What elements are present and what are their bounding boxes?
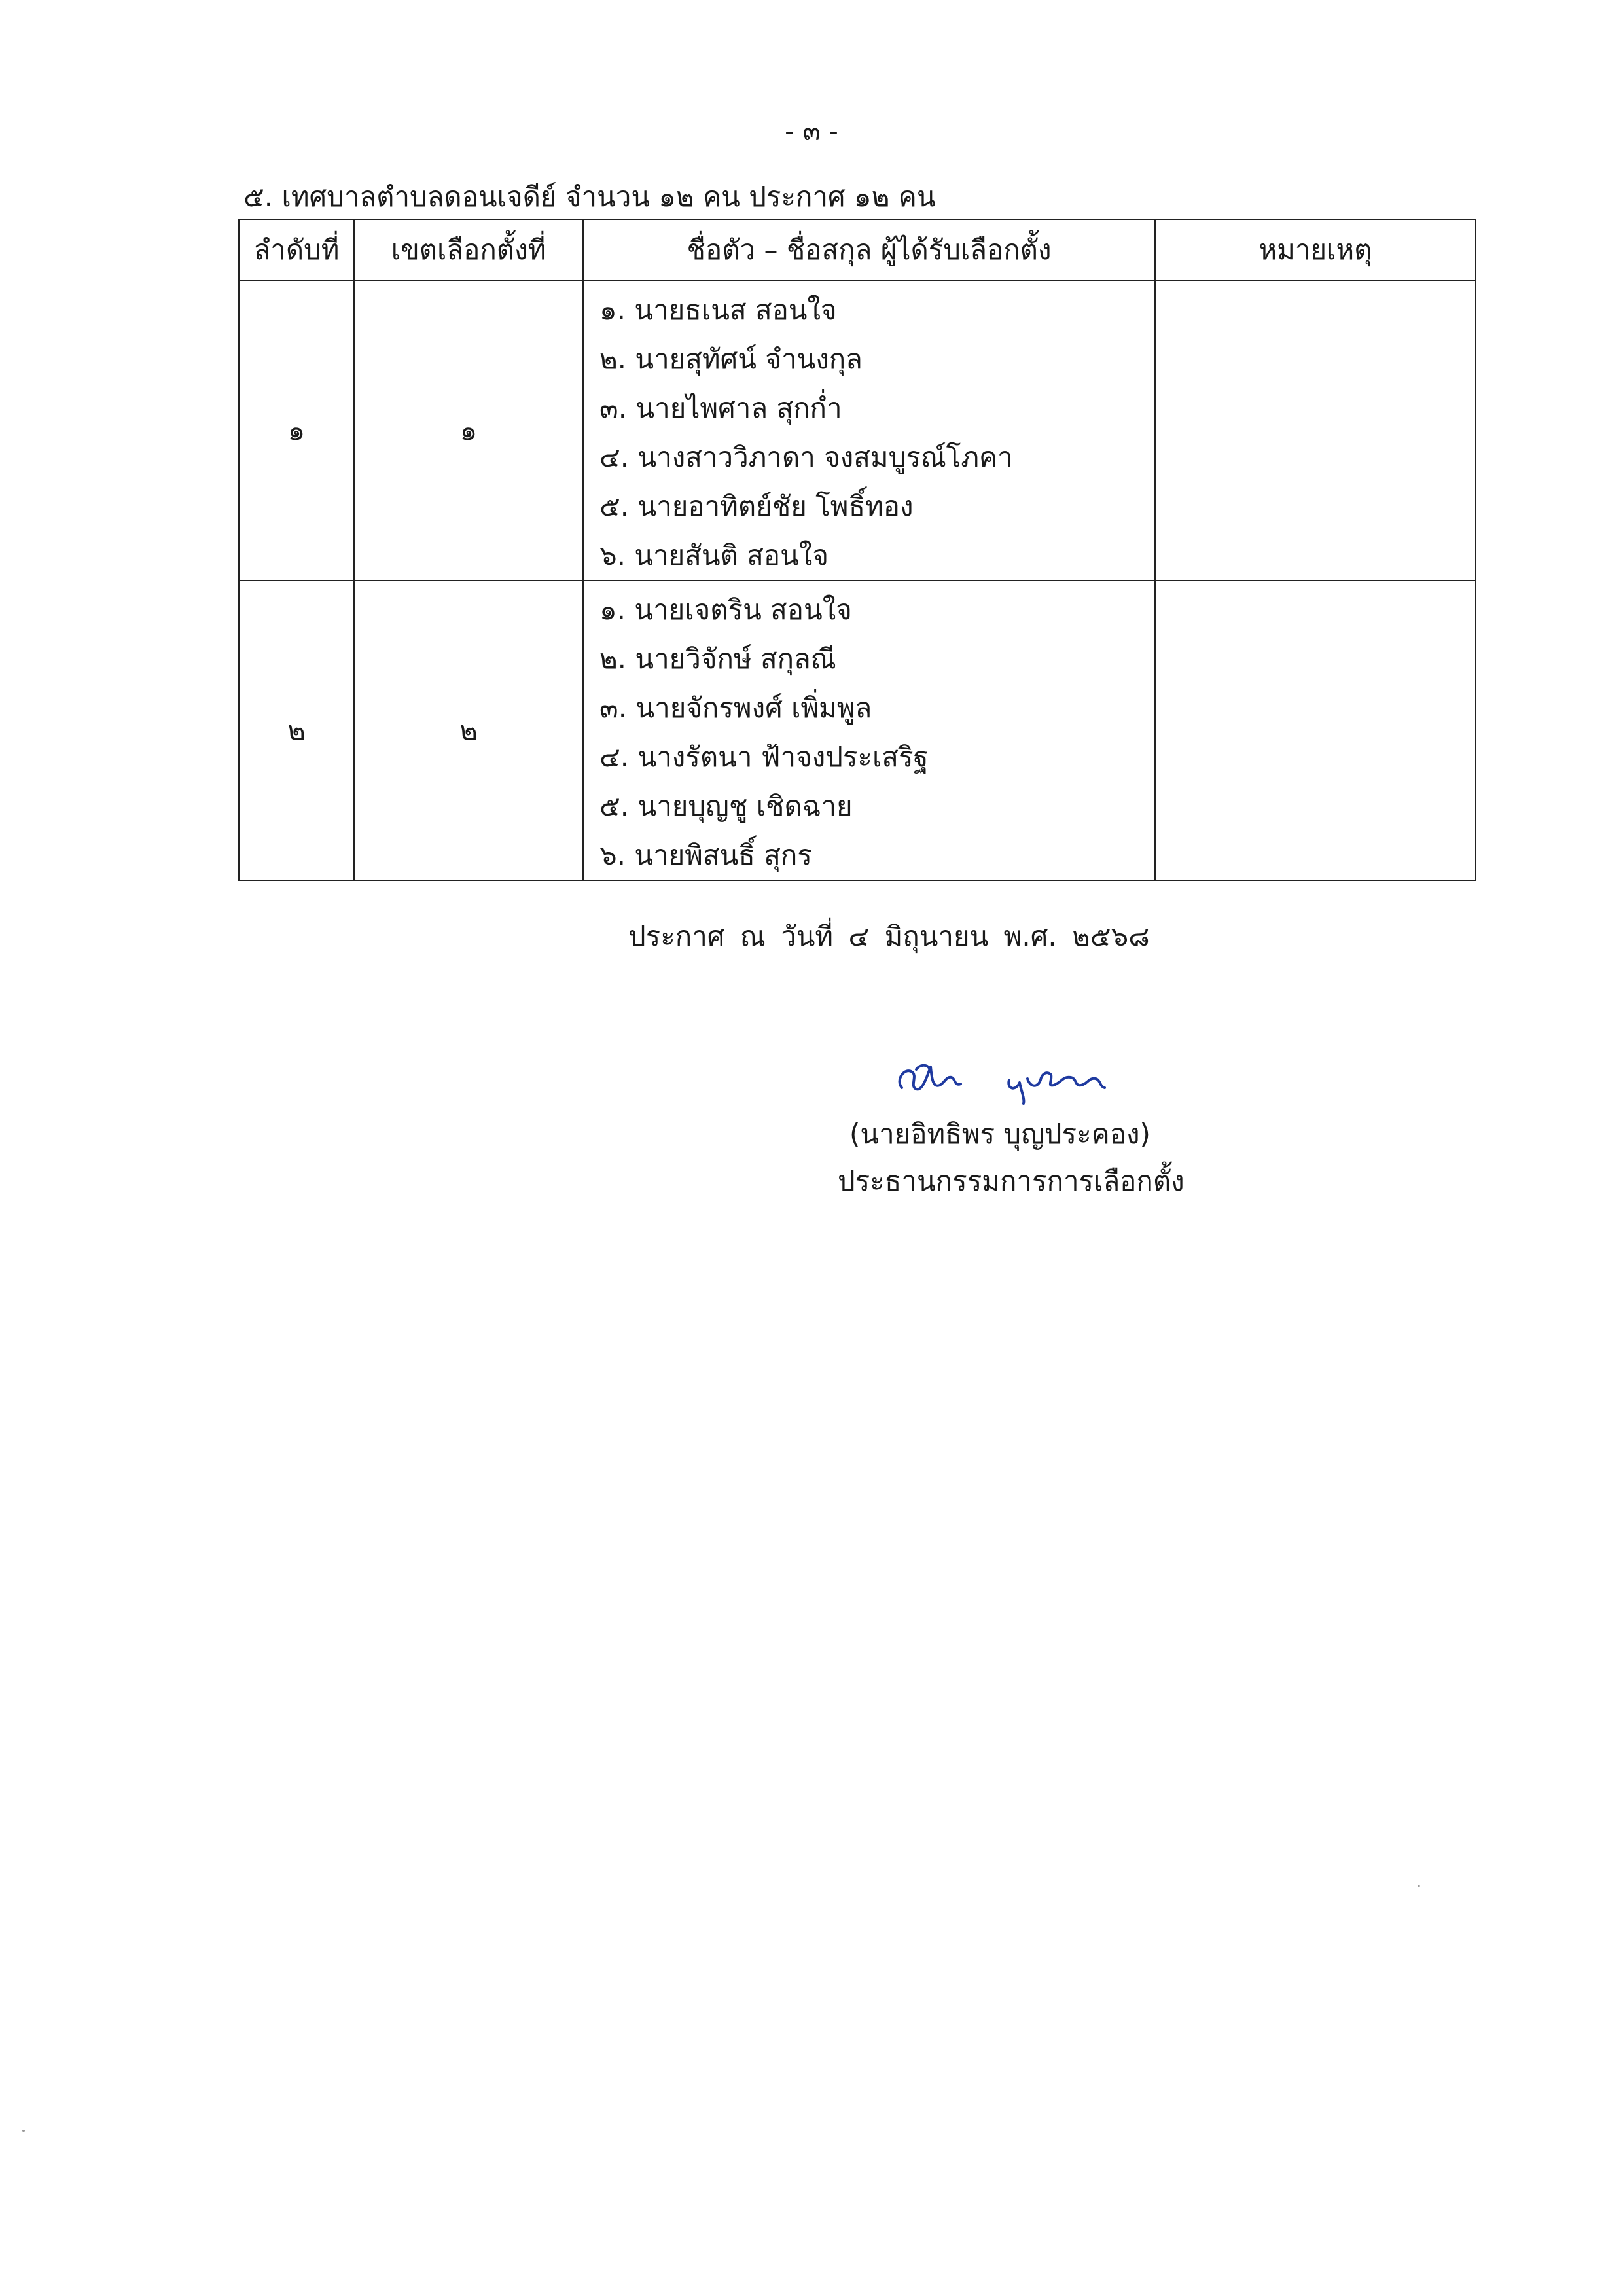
table-header-row — [239, 219, 1476, 281]
order-cell: ๒ — [239, 581, 354, 880]
announcement-date: ประกาศ ณ วันที่ ๔ มิถุนายน พ.ศ. ๒๕๖๘ — [628, 920, 1150, 952]
election-results-table — [238, 219, 1476, 881]
names-cell — [583, 581, 1155, 880]
header-remark: หมายเหตุ — [1155, 219, 1476, 281]
elected-name: ๓. นายจักรพงศ์ เพิ่มพูล — [599, 692, 872, 724]
header-order: ลำดับที่ — [239, 219, 354, 281]
signer-name: (นายอิทธิพร บุญประคอง) — [849, 1118, 1150, 1150]
elected-names-list — [599, 285, 1154, 580]
scan-speck — [22, 2130, 25, 2132]
elected-name: ๔. นางสาววิภาดา จงสมบูรณ์โภคา — [599, 441, 1013, 473]
elected-name: ๓. นายไพศาล สุกก่ำ — [599, 392, 842, 424]
elected-name: ๔. นางรัตนา ฟ้าจงประเสริฐ — [599, 741, 929, 773]
header-district: เขตเลือกตั้งที่ — [354, 219, 583, 281]
remark-cell — [1155, 581, 1476, 880]
elected-name: ๑. นายธเนส สอนใจ — [599, 294, 837, 326]
elected-name: ๒. นายสุทัศน์ จำนงกุล — [599, 343, 863, 375]
remark-cell — [1155, 281, 1476, 581]
district-cell: ๑ — [354, 281, 583, 581]
handwritten-signature — [890, 1047, 1113, 1106]
elected-names-list — [599, 585, 1154, 880]
elected-name: ๖. นายสันติ สอนใจ — [599, 539, 829, 571]
signer-title: ประธานกรรมการการเลือกตั้ง — [838, 1165, 1185, 1197]
elected-name: ๑. นายเจตริน สอนใจ — [599, 594, 852, 626]
page-number: - ๓ - — [785, 117, 838, 147]
elected-name: ๒. นายวิจักษ์ สกุลณี — [599, 643, 836, 675]
section-heading: ๕. เทศบาลตำบลดอนเจดีย์ จำนวน ๑๒ คน ประกาศ ๑๒ คน — [243, 181, 936, 213]
names-cell — [583, 281, 1155, 581]
scan-speck — [1418, 1885, 1420, 1887]
district-cell: ๒ — [354, 581, 583, 880]
table-row — [239, 281, 1476, 581]
elected-name: ๕. นายอาทิตย์ชัย โพธิ์ทอง — [599, 490, 914, 522]
elected-name: ๕. นายบุญชู เชิดฉาย — [599, 790, 853, 822]
order-cell: ๑ — [239, 281, 354, 581]
table-row — [239, 581, 1476, 880]
header-names: ชื่อตัว – ชื่อสกุล ผู้ได้รับเลือกตั้ง — [583, 219, 1155, 281]
elected-name: ๖. นายพิสนธิ์ สุกร — [599, 839, 812, 871]
